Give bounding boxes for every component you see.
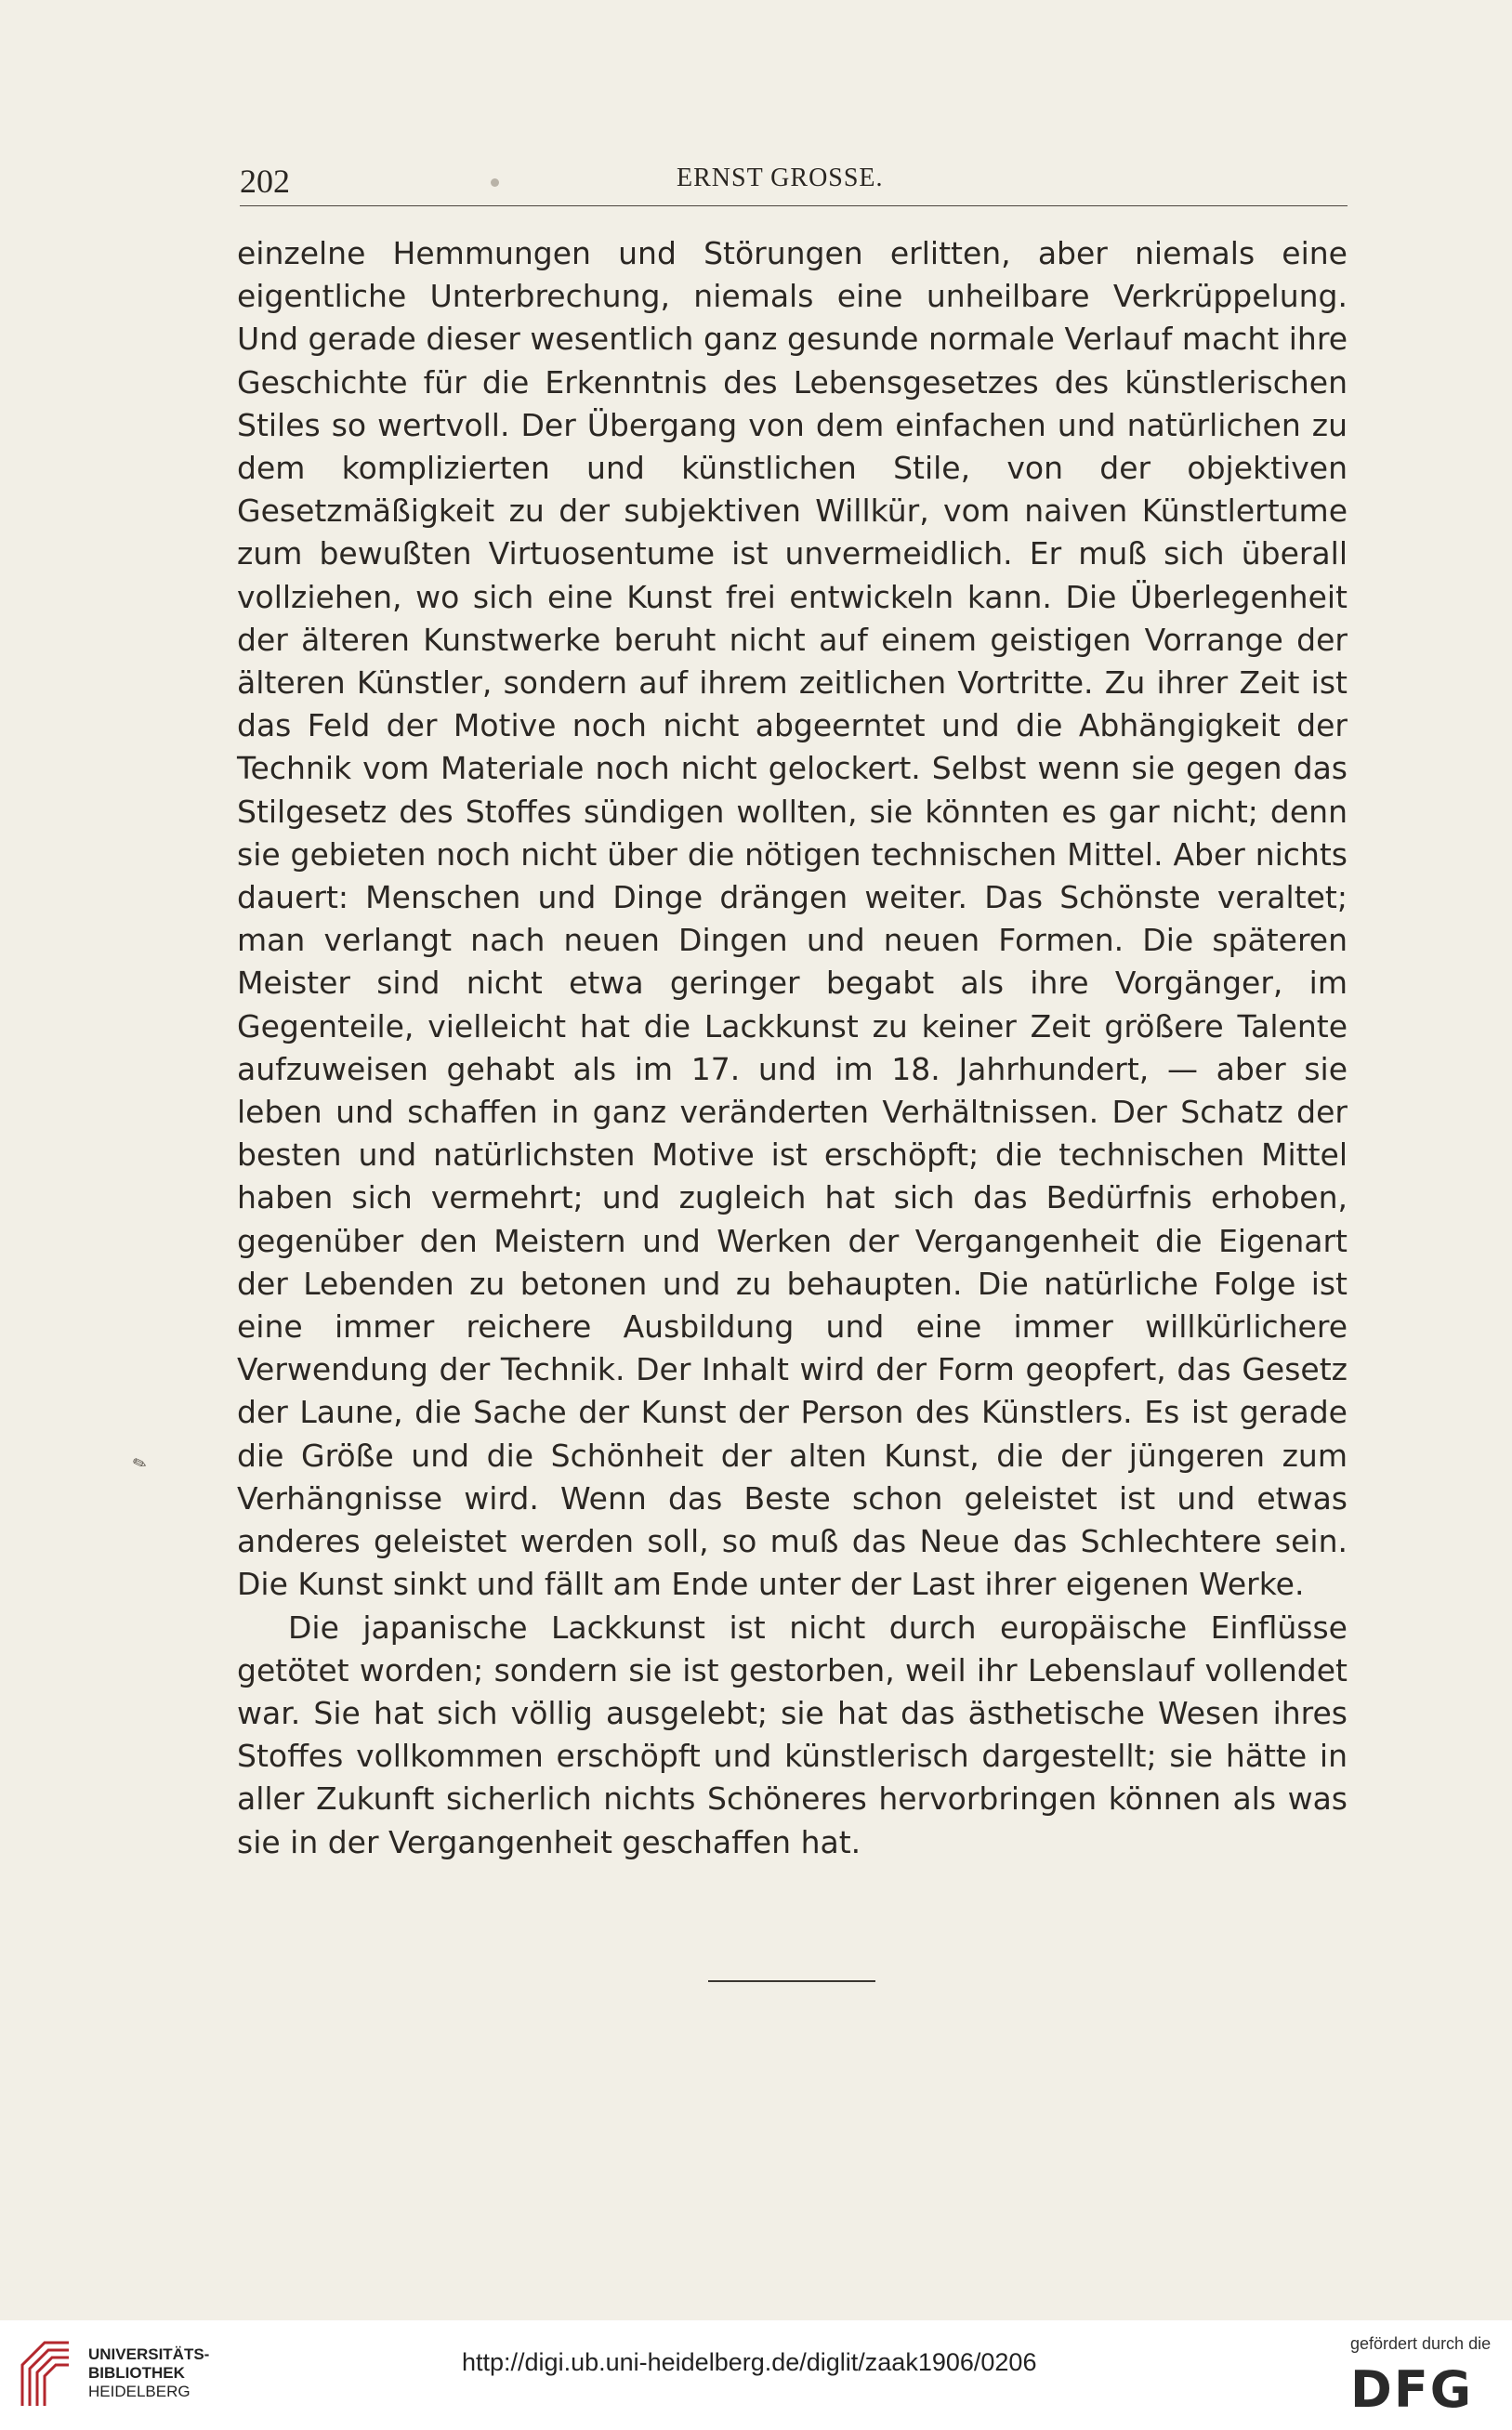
margin-mark: ✎ xyxy=(129,1452,150,1476)
library-name xyxy=(88,2345,209,2401)
paragraph: Die japanische Lackkunst ist nicht durch europäische Einflüsse getötet worden; sondern sie ist gestorben, weil ihr Lebenslauf vollendet war. Sie hat sich völlig ausgelebt; sie hat das ästhetische Wesen ihres Stoffes vollkommen erschöpft und künstlerisch dargestellt; sie hätte in aller Zukunft sicherlich nichts Schöneres hervorbringen können als was sie in der Vergangenheit geschaffen hat. xyxy=(237,1609,1348,1860)
ink-speck xyxy=(491,178,499,187)
library-name-line: BIBLIOTHEK xyxy=(88,2364,185,2382)
library-logo-icon xyxy=(17,2337,74,2410)
permalink-url[interactable]: http://digi.ub.uni-heidelberg.de/diglit/zaak1906/0206 xyxy=(462,2348,1037,2376)
header-rule xyxy=(240,205,1348,206)
running-head xyxy=(240,158,1348,206)
body-text xyxy=(237,232,1348,1864)
running-title: ERNST GROSSE. xyxy=(677,164,884,192)
page-number: 202 xyxy=(240,163,290,200)
library-name-line: UNIVERSITÄTS- xyxy=(88,2345,210,2363)
funded-by-label: gefördert durch die xyxy=(1350,2334,1492,2353)
paragraph: einzelne Hemmungen und Störungen erlitten, aber niemals eine eigentliche Unterbrechung, niemals eine unheilbare Verkrüppelung. Und gerade dieser wesentlich ganz gesunde normale Verlauf macht ihre Geschichte für die Erkenntnis des Lebensgesetzes des künstlerischen Stiles so wertvoll. Der Übergang von dem einfachen und natürlichen zu dem komplizierten und künstlichen Stile, von der objektiven Gesetzmäßigkeit zu der subjektiven Willkür, vom naiven Künstlertume zum bewußten Virtuosentume ist unvermeidlich. Er muß sich überall vollziehen, wo sich eine Kunst frei entwickeln kann. Die Überlegenheit der älteren Kunstwerke beruht nicht auf einem geistigen Vorrange der älteren Künstler, sondern auf ihrem zeitlichen Vortritte. Zu ihrer Zeit ist das Feld der Motive noch nicht abgeerntet und die Abhängigkeit der Technik vom Materiale noch nicht gelockert. Selbst wenn sie gegen das Stilgesetz des Stoffes sündigen wollten, sie könnten es gar nicht; denn sie gebieten noch nicht über die nötigen technischen Mittel. Aber nichts dauert: Menschen und Dinge drängen weiter. Das Schönste veraltet; man verlangt nach neuen Dingen und neuen Formen. Die späteren Meister sind nicht etwa geringer begabt als ihre Vorgänger, im Gegenteile, vielleicht hat die Lackkunst zu keiner Zeit größere Talente aufzuweisen gehabt als im 17. und im 18. Jahrhundert, — aber sie leben und schaffen in ganz veränderten Verhältnissen. Der Schatz der besten und natürlichsten Motive ist erschöpft; die technischen Mittel haben sich vermehrt; und zugleich hat sich das Bedürfnis erhoben, gegenüber den Meistern und Werken der Vergangenheit die Eigenart der Lebenden zu betonen und zu behaupten. Die natürliche Folge ist eine immer reichere Ausbildung und eine immer willkürlichere Verwendung der Technik. Der Inhalt wird der Form geopfert, das Gesetz der Laune, die Sache der Kunst der Person des Künstlers. Es ist gerade die Größe und die Schönheit der alten Kunst, die der jüngeren zum Verhängnisse wird. Wenn das Beste schon geleistet ist und etwas anderes geleistet werden soll, so muß das Neue das Schlechtere sein. Die Kunst sinkt und fällt am Ende unter der Last ihrer eigenen Werke. xyxy=(237,235,1348,1603)
section-end-rule xyxy=(708,1980,875,1982)
library-name-line: HEIDELBERG xyxy=(88,2383,191,2400)
dfg-logo: DFG xyxy=(1350,2360,1474,2419)
